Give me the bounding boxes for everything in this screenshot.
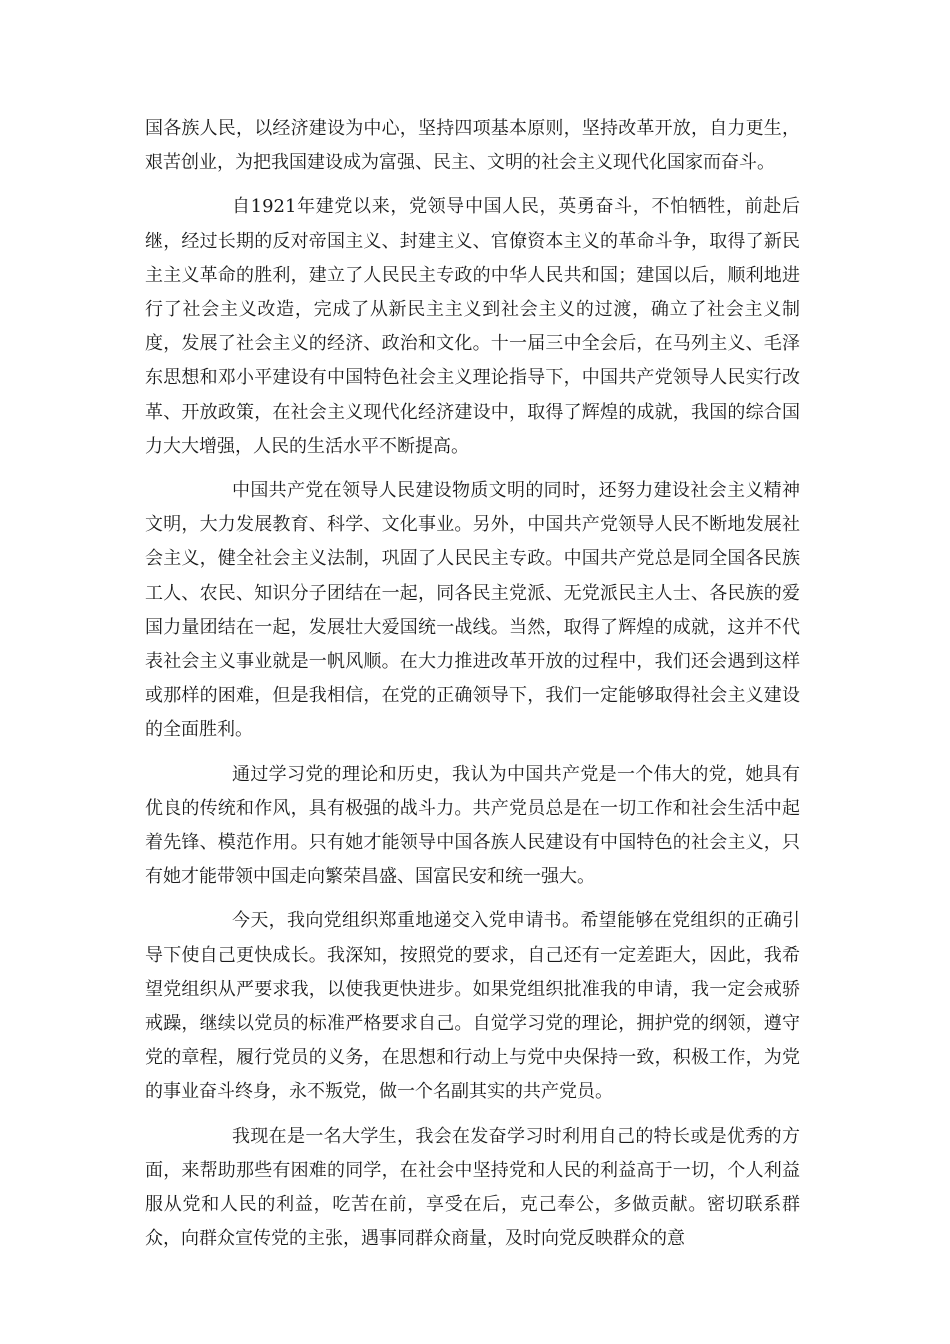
paragraph-6: 我现在是一名大学生，我会在发奋学习时利用自己的特长或是优秀的方面，来帮助那些有困难的同学，在社会中坚持党和人民的利益高于一切，个人利益服从党和人民的利益，吃苦在前，享受在后，克己奉公，多做贡献。密切联系群众，向群众宣传党的主张，遇事同群众商量，及时向党反映群众的意 bbox=[145, 1125, 800, 1250]
paragraph-3: 中国共产党在领导人民建设物质文明的同时，还努力建设社会主义精神文明，大力发展教育、科学、文化事业。另外，中国共产党领导人民不断地发展社会主义，健全社会主义法制，巩固了人民民主专政。中国共产党总是同全国各民族工人、农民、知识分子团结在一起，同各民主党派、无党派民主人士、各民族的爱国力量团结在一起，发展壮大爱国统一战线。当然，取得了辉煌的成就，这并不代表社会主义事业就是一帆风顺。在大力推进改革开放的过程中，我们还会遇到这样或那样的困难，但是我相信，在党的正确领导下，我们一定能够取得社会主义建设的全面胜利。 bbox=[145, 480, 800, 741]
paragraph-4: 通过学习党的理论和历史，我认为中国共产党是一个伟大的党，她具有优良的传统和作风，具有极强的战斗力。共产党员总是在一切工作和社会生活中起着先锋、模范作用。只有她才能领导中国各族人民建设有中国特色的社会主义，只有她才能带领中国走向繁荣昌盛、国富民安和统一强大。 bbox=[145, 763, 800, 888]
paragraph-5: 今天，我向党组织郑重地递交入党申请书。希望能够在党组织的正确引导下使自己更快成长。我深知，按照党的要求，自己还有一定差距大，因此，我希望党组织从严要求我，以使我更快进步。如果党组织批准我的申请，我一定会戒骄戒躁，继续以党员的标准严格要求自己。自觉学习党的理论，拥护党的纲领，遵守党的章程，履行党员的义务，在思想和行动上与党中央保持一致，积极工作，为党的事业奋斗终身，永不叛党，做一个名副其实的共产党员。 bbox=[145, 910, 800, 1103]
document-body bbox=[145, 112, 800, 1267]
paragraph-2: 自1921年建党以来，党领导中国人民，英勇奋斗，不怕牺牲，前赴后继，经过长期的反对帝国主义、封建主义、官僚资本主义的革命斗争，取得了新民主主义革命的胜利，建立了人民民主专政的中华人民共和国；建国以后，顺利地进行了社会主义改造，完成了从新民主主义到社会主义的过渡，确立了社会主义制度，发展了社会主义的经济、政治和文化。十一届三中全会后，在马列主义、毛泽东思想和邓小平建设有中国特色社会主义理论指导下，中国共产党领导人民实行改革、开放政策，在社会主义现代化经济建设中，取得了辉煌的成就，我国的综合国力大大增强，人民的生活水平不断提高。 bbox=[145, 196, 800, 457]
paragraph-1: 国各族人民，以经济建设为中心，坚持四项基本原则，坚持改革开放，自力更生，艰苦创业，为把我国建设成为富强、民主、文明的社会主义现代化国家而奋斗。 bbox=[145, 118, 800, 174]
